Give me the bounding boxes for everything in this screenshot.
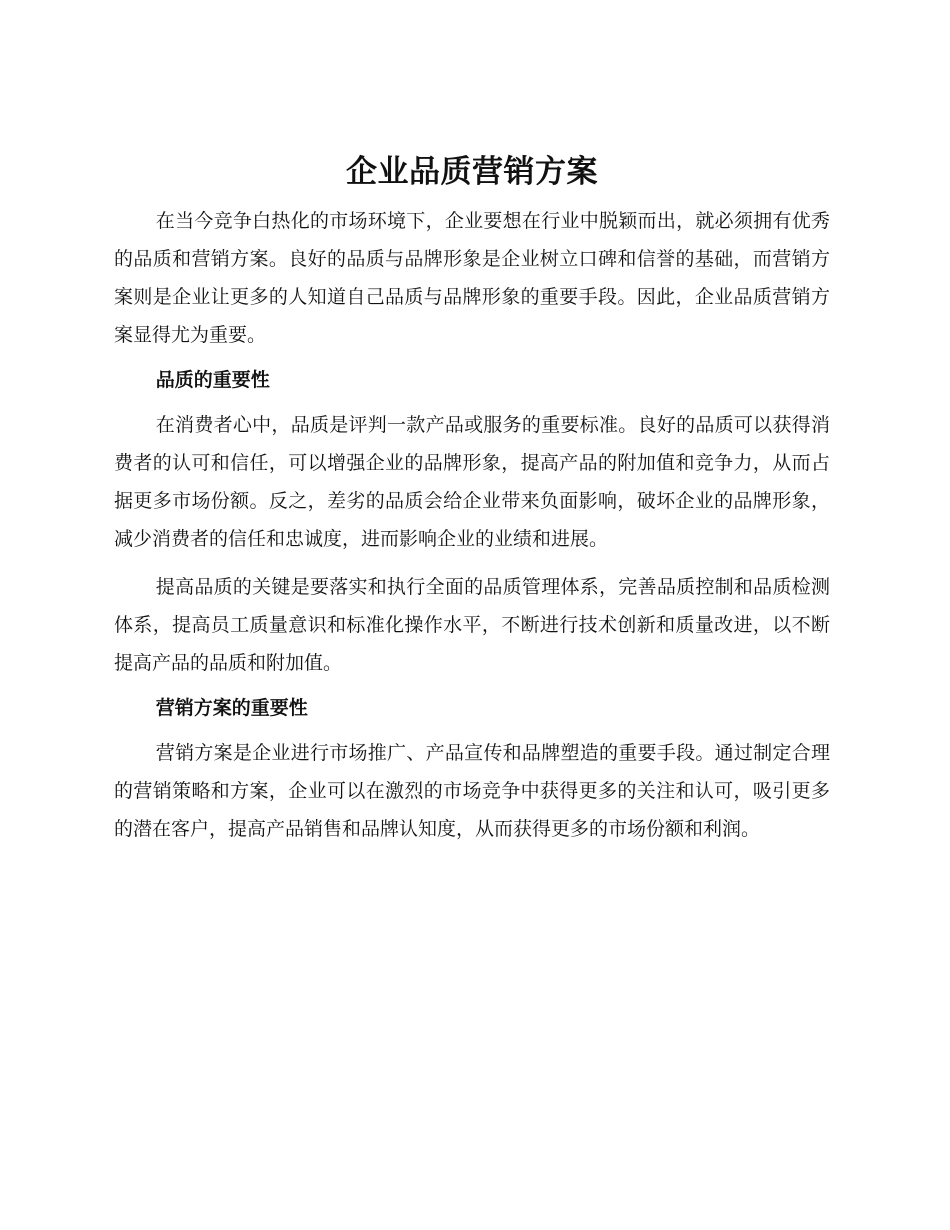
document-body <box>114 150 830 858</box>
document-title: 企业品质营销方案 <box>346 154 598 190</box>
quality-paragraph-2: 提高品质的关键是要落实和执行全面的品质管理体系，完善品质控制和品质检测体系，提高员工质量意识和标准化操作水平，不断进行技术创新和质量改进，以不断提高产品的品质和附加值。 <box>114 576 830 674</box>
section-marketing <box>114 694 830 848</box>
section-heading-quality: 品质的重要性 <box>155 369 270 391</box>
section-quality <box>114 366 830 682</box>
marketing-paragraph-1: 营销方案是企业进行市场推广、产品宣传和品牌塑造的重要手段。通过制定合理的营销策略和方案，企业可以在激烈的市场竞争中获得更多的关注和认可，吸引更多的潜在客户，提高产品销售和品牌认知度，从而获得更多的市场份额和利润。 <box>114 742 830 840</box>
intro-paragraph: 在当今竞争白热化的市场环境下，企业要想在行业中脱颖而出，就必须拥有优秀的品质和营销方案。良好的品质与品牌形象是企业树立口碑和信誉的基础，而营销方案则是企业让更多的人知道自己品质与品牌形象的重要手段。因此，企业品质营销方案显得尤为重要。 <box>114 210 830 346</box>
section-heading-marketing: 营销方案的重要性 <box>155 697 308 719</box>
quality-paragraph-1: 在消费者心中，品质是评判一款产品或服务的重要标准。良好的品质可以获得消费者的认可和信任，可以增强企业的品牌形象，提高产品的附加值和竞争力，从而占据更多市场份额。反之，差劣的品质会给企业带来负面影响，破坏企业的品牌形象，减少消费者的信任和忠诚度，进而影响企业的业绩和进展。 <box>114 414 830 550</box>
